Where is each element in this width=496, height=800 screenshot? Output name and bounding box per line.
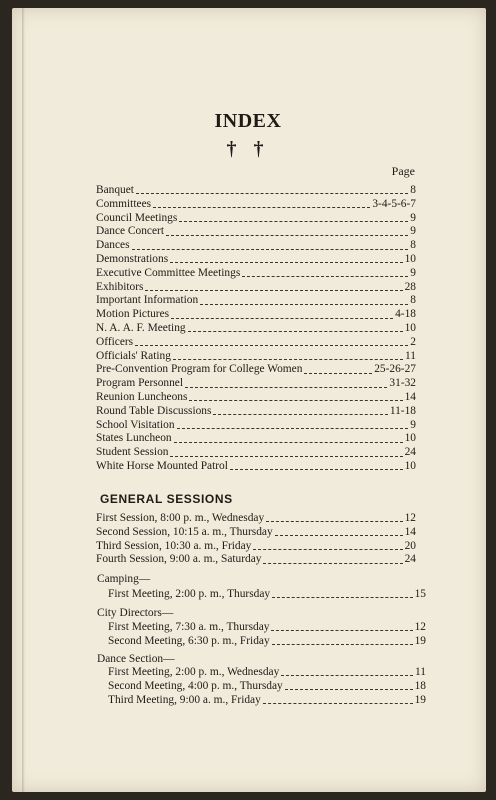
dot-leader (242, 276, 408, 277)
dot-leader (272, 597, 413, 598)
entry-page-number: 8 (410, 184, 416, 196)
entry-page-number: 19 (414, 634, 426, 647)
index-entry (96, 460, 416, 474)
index-entry (96, 540, 416, 554)
entry-label: Dances (96, 239, 130, 252)
entry-label: N. A. A. F. Meeting (96, 321, 186, 334)
entry-label: Second Meeting, 6:30 p. m., Friday (108, 634, 270, 647)
entry-page-number: 2 (410, 335, 416, 348)
entry-label: Second Meeting, 4:00 p. m., Thursday (108, 679, 283, 692)
index-entry (96, 432, 416, 446)
index-entry (108, 588, 426, 602)
dot-leader (266, 521, 402, 522)
entry-label: First Meeting, 2:00 p. m., Wednesday (108, 666, 280, 678)
entry-page-number: 20 (404, 539, 416, 552)
entry-label: Executive Committee Meetings (96, 266, 241, 279)
entry-label: Third Meeting, 9:00 a. m., Friday (108, 693, 261, 706)
entry-page-number: 10 (404, 321, 416, 334)
entry-page-number: 9 (410, 418, 416, 431)
index-entry (96, 225, 416, 239)
entry-page-number: 25-26-27 (374, 363, 416, 376)
dot-leader (135, 345, 408, 346)
entry-label: Fourth Session, 9:00 a. m., Saturday (96, 553, 262, 566)
entry-page-number: 14 (404, 525, 416, 538)
dot-leader (200, 304, 408, 305)
dot-leader (170, 262, 402, 263)
main-index-list (96, 184, 416, 474)
entry-label: Council Meetings (96, 211, 178, 224)
index-entry (108, 694, 426, 708)
page-column-header: Page (391, 164, 415, 178)
entry-label: Student Session (96, 446, 169, 459)
entry-label: First Meeting, 7:30 a. m., Thursday (108, 621, 270, 633)
entry-label: White Horse Mounted Patrol (96, 459, 228, 472)
index-entry (96, 419, 416, 433)
dot-leader (253, 549, 402, 550)
entry-label: Officials' Rating (96, 349, 171, 362)
index-entry (96, 294, 416, 308)
entry-label: Program Personnel (96, 377, 183, 390)
entry-page-number: 11 (405, 349, 416, 362)
dot-leader (136, 193, 408, 194)
entry-page-number: 11 (415, 666, 426, 678)
general-sessions-heading: GENERAL SESSIONS (100, 492, 233, 506)
index-entry (96, 553, 416, 567)
entry-label: Pre-Convention Program for College Women (96, 363, 303, 376)
dot-leader (304, 373, 372, 374)
entry-page-number: 11-18 (389, 404, 416, 417)
dot-leader (171, 318, 393, 319)
index-entry (96, 405, 416, 419)
index-entry (96, 322, 416, 336)
index-entry (96, 446, 416, 460)
index-entry (108, 635, 426, 649)
index-entry (96, 526, 416, 540)
index-entry (96, 184, 416, 198)
entry-page-number: 24 (404, 446, 416, 459)
camping-label: Camping— (97, 573, 151, 585)
entry-page-number: 12 (414, 621, 426, 633)
index-entry (96, 336, 416, 350)
entry-page-number: 31-32 (389, 377, 416, 390)
index-entry (108, 680, 426, 694)
entry-label: Banquet (96, 184, 134, 196)
entry-page-number: 10 (404, 252, 416, 265)
entry-label: States Luncheon (96, 432, 172, 445)
dot-leader (170, 456, 402, 457)
entry-label: Dance Concert (96, 225, 164, 238)
entry-page-number: 10 (404, 459, 416, 472)
entry-page-number: 9 (410, 225, 416, 238)
dot-leader (188, 331, 403, 332)
index-entry (96, 350, 416, 364)
city-directors-list (98, 621, 426, 649)
entry-page-number: 28 (404, 280, 416, 293)
index-entry (96, 253, 416, 267)
entry-page-number: 14 (404, 390, 416, 403)
dot-leader (213, 414, 387, 415)
entry-label: Second Session, 10:15 a. m., Thursday (96, 525, 273, 538)
dot-leader (275, 535, 403, 536)
city-directors-label: City Directors— (97, 607, 174, 619)
dot-leader (166, 235, 408, 236)
dot-leader (189, 400, 402, 401)
entry-label: Motion Pictures (96, 308, 170, 321)
dot-leader (145, 290, 402, 291)
entry-label: First Session, 8:00 p. m., Wednesday (96, 512, 265, 524)
dot-leader (174, 442, 403, 443)
index-entry (96, 308, 416, 322)
dot-leader (177, 428, 409, 429)
dance-section-list (98, 666, 426, 707)
entry-page-number: 15 (414, 588, 426, 600)
entry-label: Important Information (96, 294, 199, 307)
entry-page-number: 9 (410, 211, 416, 224)
dot-leader (179, 221, 408, 222)
entry-page-number: 4-18 (395, 308, 416, 321)
entry-label: First Meeting, 2:00 p. m., Thursday (108, 588, 271, 600)
index-entry (96, 198, 416, 212)
dot-leader (285, 689, 413, 690)
dot-leader (281, 675, 413, 676)
entry-label: Third Session, 10:30 a. m., Friday (96, 539, 252, 552)
index-entry (96, 212, 416, 226)
entry-page-number: 3-4-5-6-7 (372, 197, 416, 210)
dot-leader (173, 359, 403, 360)
entry-label: Committees (96, 197, 152, 210)
index-entry (96, 512, 416, 526)
index-entry (108, 621, 426, 635)
entry-page-number: 8 (410, 239, 416, 252)
general-sessions-list (96, 512, 416, 567)
dot-leader (263, 563, 402, 564)
entry-page-number: 10 (404, 432, 416, 445)
index-entry (96, 267, 416, 281)
index-entry (108, 666, 426, 680)
dot-leader (185, 387, 387, 388)
index-entry (96, 239, 416, 253)
entry-label: Demonstrations (96, 252, 169, 265)
entry-page-number: 24 (404, 553, 416, 566)
dot-leader (132, 249, 409, 250)
dot-leader (271, 630, 412, 631)
dot-leader (263, 703, 413, 704)
dot-leader (272, 644, 413, 645)
page-title: INDEX (214, 110, 282, 132)
camping-list (98, 588, 426, 602)
entry-page-number: 18 (414, 679, 426, 692)
entry-label: Reunion Luncheons (96, 390, 188, 403)
entry-label: Round Table Discussions (96, 404, 212, 417)
entry-page-number: 8 (410, 294, 416, 307)
dance-section-label: Dance Section— (97, 653, 175, 665)
entry-page-number: 9 (410, 266, 416, 279)
index-entry (96, 281, 416, 295)
index-entry (96, 363, 416, 377)
entry-page-number: 19 (414, 693, 426, 706)
index-entry (96, 391, 416, 405)
entry-label: School Visitation (96, 418, 175, 431)
index-entry (96, 377, 416, 391)
entry-label: Exhibitors (96, 280, 144, 293)
entry-label: Officers (96, 335, 134, 348)
entry-page-number: 12 (404, 512, 416, 524)
cross-ornament: † † (226, 138, 270, 160)
dot-leader (153, 207, 370, 208)
dot-leader (230, 469, 403, 470)
